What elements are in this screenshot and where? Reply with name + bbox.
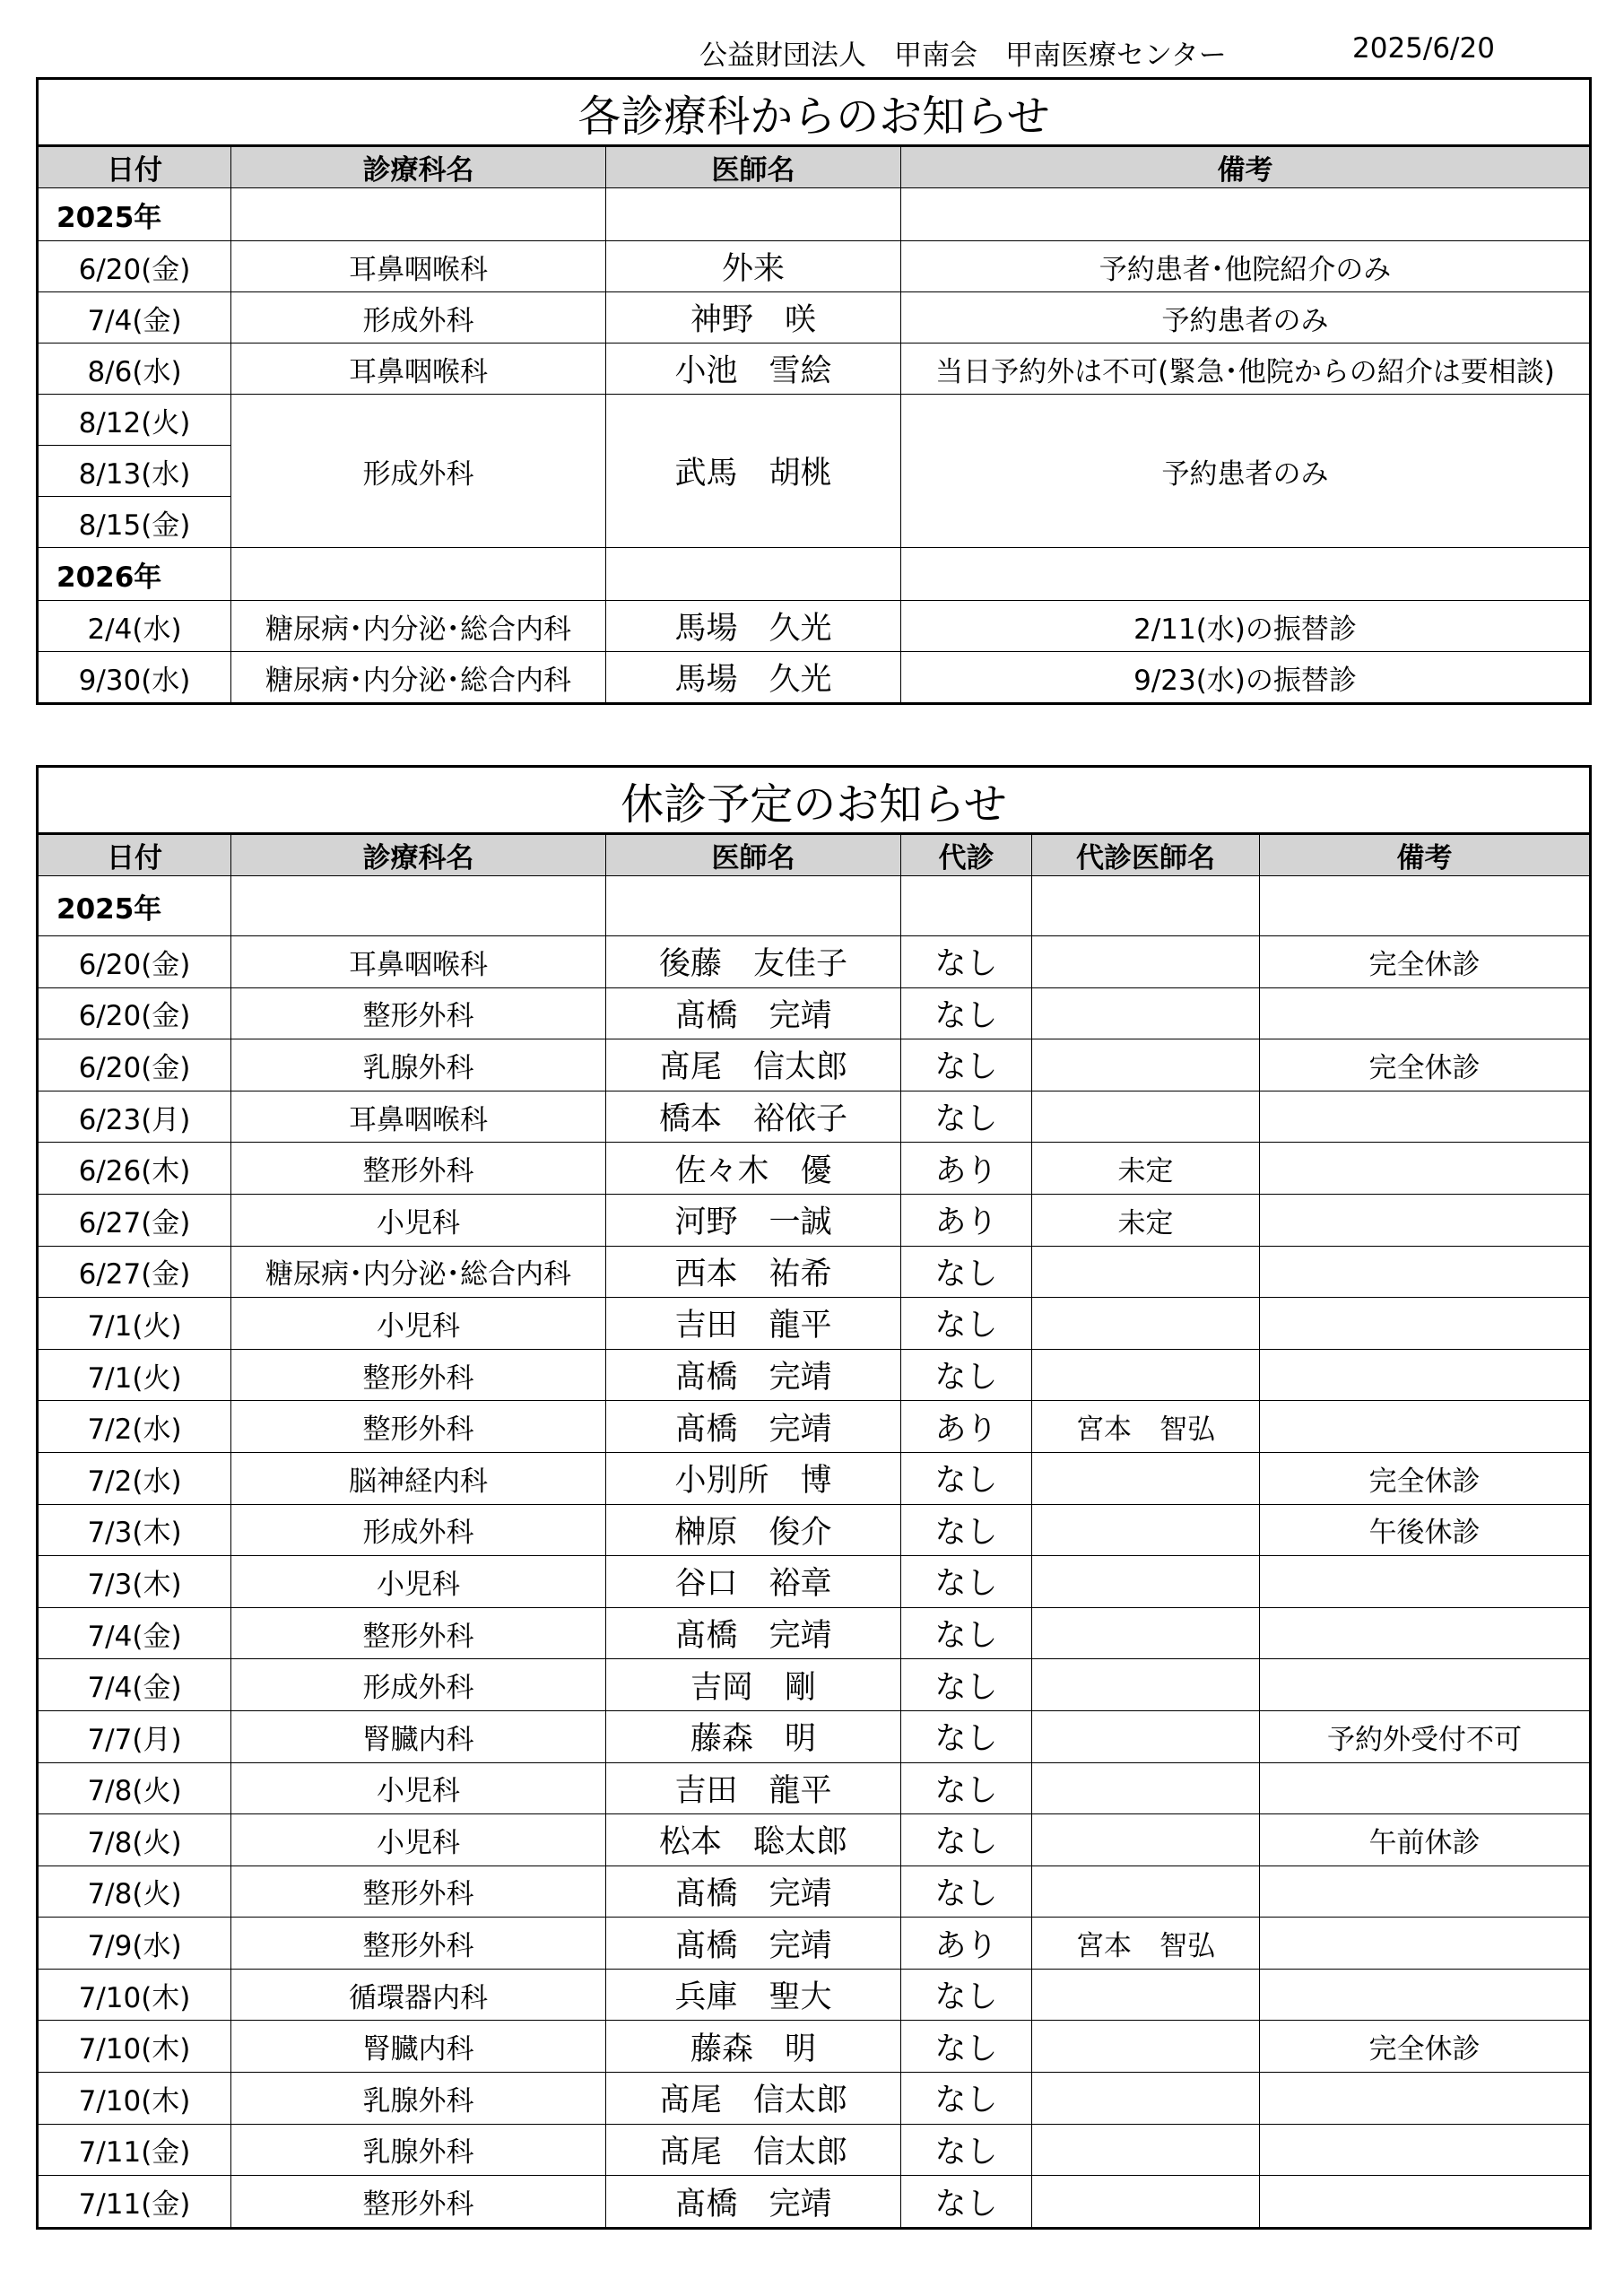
substitute-doctor-cell: [1032, 1298, 1260, 1350]
note-cell: [1260, 2176, 1591, 2229]
note-cell: 予約外受付不可: [1260, 1710, 1591, 1762]
substitute-doctor-cell: [1032, 1039, 1260, 1091]
dept-cell: 耳鼻咽喉科: [231, 241, 606, 292]
note-cell: 予約患者のみ: [901, 395, 1591, 548]
date-cell: 6/20(金): [38, 241, 231, 292]
substitute-doctor-cell: [1032, 936, 1260, 988]
substitute-doctor-cell: [1032, 2073, 1260, 2125]
dept-cell: 小児科: [231, 1298, 606, 1350]
table-row: [38, 1969, 1591, 2021]
table-row: [38, 2124, 1591, 2176]
table-row: [38, 2021, 1591, 2073]
doctor-cell: 髙橋 完靖: [606, 1349, 901, 1401]
note-cell: [1260, 2073, 1591, 2125]
notices-title: 各診療科からのお知らせ: [38, 79, 1591, 146]
substitute-doctor-cell: [1032, 1762, 1260, 1814]
substitute-cell: なし: [901, 1710, 1032, 1762]
dept-cell: 乳腺外科: [231, 2124, 606, 2176]
dept-cell: 整形外科: [231, 1866, 606, 1918]
column-header-substitute: 代診: [901, 834, 1032, 876]
dept-cell: 整形外科: [231, 1918, 606, 1970]
column-header-note: 備考: [1260, 834, 1591, 876]
doctor-cell: 吉岡 剛: [606, 1659, 901, 1711]
table-row: [38, 652, 1591, 704]
substitute-doctor-cell: [1032, 1710, 1260, 1762]
date-cell: 7/4(金): [38, 292, 231, 344]
dept-cell: 形成外科: [231, 292, 606, 344]
date-cell: 7/3(木): [38, 1504, 231, 1556]
dept-cell: 小児科: [231, 1556, 606, 1608]
substitute-doctor-cell: [1032, 1246, 1260, 1298]
date-cell: 7/7(月): [38, 1710, 231, 1762]
dept-cell: 小児科: [231, 1762, 606, 1814]
substitute-cell: なし: [901, 2176, 1032, 2229]
table-row: [38, 1452, 1591, 1504]
substitute-doctor-cell: [1032, 1452, 1260, 1504]
dept-cell: 形成外科: [231, 1659, 606, 1711]
date-cell: 7/1(火): [38, 1298, 231, 1350]
dept-cell: 小児科: [231, 1814, 606, 1866]
doctor-cell: 髙尾 信太郎: [606, 1039, 901, 1091]
note-cell: 午前休診: [1260, 1814, 1591, 1866]
column-header-date: 日付: [38, 146, 231, 188]
substitute-doctor-cell: 宮本 智弘: [1032, 1918, 1260, 1970]
closures-title: 休診予定のお知らせ: [38, 767, 1591, 834]
dept-cell: 耳鼻咽喉科: [231, 936, 606, 988]
substitute-cell: なし: [901, 2124, 1032, 2176]
table-row: [38, 1659, 1591, 1711]
substitute-cell: あり: [901, 1918, 1032, 1970]
substitute-doctor-cell: [1032, 2021, 1260, 2073]
substitute-doctor-cell: [1032, 1556, 1260, 1608]
closures-section: [36, 765, 1592, 2230]
substitute-cell: なし: [901, 1556, 1032, 1608]
dept-cell: 乳腺外科: [231, 1039, 606, 1091]
note-cell: [1260, 1866, 1591, 1918]
dept-cell: 整形外科: [231, 1607, 606, 1659]
note-cell: [1260, 1091, 1591, 1143]
substitute-cell: あり: [901, 1194, 1032, 1246]
date-cell: 7/2(水): [38, 1452, 231, 1504]
date-cell: 6/20(金): [38, 1039, 231, 1091]
note-cell: [1260, 1246, 1591, 1298]
column-header-date: 日付: [38, 834, 231, 876]
year-row: [38, 876, 1591, 936]
table-row: [38, 1143, 1591, 1195]
doctor-cell: 髙橋 完靖: [606, 1607, 901, 1659]
table-row: [38, 987, 1591, 1039]
dept-cell: 整形外科: [231, 1349, 606, 1401]
table-row: [38, 1918, 1591, 1970]
substitute-cell: なし: [901, 1298, 1032, 1350]
substitute-doctor-cell: [1032, 1504, 1260, 1556]
date-cell: 6/20(金): [38, 987, 231, 1039]
date-cell: 6/23(月): [38, 1091, 231, 1143]
dept-cell: 耳鼻咽喉科: [231, 1091, 606, 1143]
year-label: 2026年: [38, 548, 231, 601]
table-row: [38, 1194, 1591, 1246]
note-cell: [1260, 1918, 1591, 1970]
column-header-note: 備考: [901, 146, 1591, 188]
note-cell: [1260, 1298, 1591, 1350]
dept-cell: 整形外科: [231, 987, 606, 1039]
year-row: [38, 188, 1591, 241]
note-cell: [1260, 1556, 1591, 1608]
date-cell: 7/4(金): [38, 1607, 231, 1659]
table-row: [38, 1762, 1591, 1814]
substitute-doctor-cell: 未定: [1032, 1143, 1260, 1195]
date-cell: 7/8(火): [38, 1866, 231, 1918]
doctor-cell: 小池 雪絵: [606, 344, 901, 395]
date-cell: 2/4(水): [38, 601, 231, 652]
doctor-cell: 髙橋 完靖: [606, 1866, 901, 1918]
date-cell: 7/10(木): [38, 2021, 231, 2073]
note-cell: [1260, 1762, 1591, 1814]
substitute-doctor-cell: [1032, 1969, 1260, 2021]
column-header-doctor: 医師名: [606, 146, 901, 188]
dept-cell: 整形外科: [231, 1143, 606, 1195]
doctor-cell: 髙橋 完靖: [606, 1918, 901, 1970]
dept-cell: 循環器内科: [231, 1969, 606, 2021]
note-cell: 午後休診: [1260, 1504, 1591, 1556]
column-header-substitute-doctor: 代診医師名: [1032, 834, 1260, 876]
notices-table: [36, 77, 1592, 705]
substitute-doctor-cell: [1032, 987, 1260, 1039]
date-cell: 8/13(水): [38, 446, 231, 497]
doctor-cell: 外来: [606, 241, 901, 292]
note-cell: 完全休診: [1260, 1039, 1591, 1091]
note-cell: 予約患者のみ: [901, 292, 1591, 344]
date-cell: 8/15(金): [38, 497, 231, 548]
note-cell: [1260, 1401, 1591, 1453]
column-header-dept: 診療科名: [231, 146, 606, 188]
table-row: [38, 1401, 1591, 1453]
dept-cell: 形成外科: [231, 395, 606, 548]
doctor-cell: 谷口 裕章: [606, 1556, 901, 1608]
note-cell: 完全休診: [1260, 936, 1591, 988]
date-cell: 6/26(木): [38, 1143, 231, 1195]
substitute-doctor-cell: [1032, 1607, 1260, 1659]
table-row: [38, 1607, 1591, 1659]
substitute-cell: あり: [901, 1401, 1032, 1453]
doctor-cell: 藤森 明: [606, 2021, 901, 2073]
year-label: 2025年: [38, 876, 231, 936]
dept-cell: 小児科: [231, 1194, 606, 1246]
doctor-cell: 吉田 龍平: [606, 1298, 901, 1350]
date-cell: 7/9(水): [38, 1918, 231, 1970]
substitute-cell: なし: [901, 1349, 1032, 1401]
table-row: [38, 1039, 1591, 1091]
note-cell: [1260, 1607, 1591, 1659]
table-row: [38, 1556, 1591, 1608]
date-cell: 7/1(火): [38, 1349, 231, 1401]
substitute-doctor-cell: 未定: [1032, 1194, 1260, 1246]
note-cell: 2/11(水)の振替診: [901, 601, 1591, 652]
note-cell: [1260, 1659, 1591, 1711]
date-cell: 7/2(水): [38, 1401, 231, 1453]
doctor-cell: 西本 祐希: [606, 1246, 901, 1298]
date-cell: 7/10(木): [38, 2073, 231, 2125]
substitute-cell: なし: [901, 1452, 1032, 1504]
substitute-cell: なし: [901, 1607, 1032, 1659]
table-row: [38, 344, 1591, 395]
doctor-cell: 髙尾 信太郎: [606, 2073, 901, 2125]
table-row: [38, 1504, 1591, 1556]
date-cell: 7/11(金): [38, 2176, 231, 2229]
year-label: 2025年: [38, 188, 231, 241]
dept-cell: 糖尿病･内分泌･総合内科: [231, 652, 606, 704]
dept-cell: 脳神経内科: [231, 1452, 606, 1504]
dept-cell: 腎臓内科: [231, 1710, 606, 1762]
page-header: [0, 32, 1624, 72]
doctor-cell: 藤森 明: [606, 1710, 901, 1762]
date-cell: 6/27(金): [38, 1194, 231, 1246]
doctor-cell: 武馬 胡桃: [606, 395, 901, 548]
doctor-cell: 神野 咲: [606, 292, 901, 344]
table-row: [38, 1814, 1591, 1866]
dept-cell: 腎臓内科: [231, 2021, 606, 2073]
doctor-cell: 髙橋 完靖: [606, 987, 901, 1039]
substitute-cell: なし: [901, 1969, 1032, 2021]
substitute-cell: なし: [901, 2021, 1032, 2073]
note-cell: 予約患者･他院紹介のみ: [901, 241, 1591, 292]
substitute-cell: なし: [901, 1246, 1032, 1298]
doctor-cell: 佐々木 優: [606, 1143, 901, 1195]
substitute-cell: あり: [901, 1143, 1032, 1195]
table-row: [38, 2073, 1591, 2125]
note-cell: [1260, 1969, 1591, 2021]
note-cell: 9/23(水)の振替診: [901, 652, 1591, 704]
note-cell: [1260, 1349, 1591, 1401]
substitute-cell: なし: [901, 1504, 1032, 1556]
doctor-cell: 後藤 友佳子: [606, 936, 901, 988]
table-row: [38, 292, 1591, 344]
column-header-doctor: 医師名: [606, 834, 901, 876]
doctor-cell: 小別所 博: [606, 1452, 901, 1504]
note-cell: [1260, 2124, 1591, 2176]
date-cell: 7/11(金): [38, 2124, 231, 2176]
doctor-cell: 髙尾 信太郎: [606, 2124, 901, 2176]
dept-cell: 形成外科: [231, 1504, 606, 1556]
date-cell: 9/30(水): [38, 652, 231, 704]
date-cell: 7/4(金): [38, 1659, 231, 1711]
substitute-doctor-cell: [1032, 1659, 1260, 1711]
substitute-cell: なし: [901, 1091, 1032, 1143]
doctor-cell: 榊原 俊介: [606, 1504, 901, 1556]
substitute-cell: なし: [901, 1039, 1032, 1091]
table-row: [38, 2176, 1591, 2229]
table-row: [38, 601, 1591, 652]
date-cell: 8/12(火): [38, 395, 231, 446]
doctor-cell: 馬場 久光: [606, 652, 901, 704]
column-header-dept: 診療科名: [231, 834, 606, 876]
dept-cell: 整形外科: [231, 2176, 606, 2229]
substitute-cell: なし: [901, 2073, 1032, 2125]
note-cell: [1260, 1194, 1591, 1246]
date-cell: 7/8(火): [38, 1814, 231, 1866]
doctor-cell: 髙橋 完靖: [606, 2176, 901, 2229]
table-row: [38, 1866, 1591, 1918]
date-cell: 7/10(木): [38, 1969, 231, 2021]
dept-cell: 整形外科: [231, 1401, 606, 1453]
doctor-cell: 髙橋 完靖: [606, 1401, 901, 1453]
dept-cell: 乳腺外科: [231, 2073, 606, 2125]
date-cell: 7/8(火): [38, 1762, 231, 1814]
substitute-doctor-cell: [1032, 2176, 1260, 2229]
dept-cell: 糖尿病･内分泌･総合内科: [231, 601, 606, 652]
substitute-cell: なし: [901, 936, 1032, 988]
notices-section: [36, 77, 1592, 705]
doctor-cell: 松本 聡太郎: [606, 1814, 901, 1866]
note-cell: [1260, 1143, 1591, 1195]
year-row: [38, 548, 1591, 601]
substitute-cell: なし: [901, 1866, 1032, 1918]
note-cell: 完全休診: [1260, 2021, 1591, 2073]
doctor-cell: 吉田 龍平: [606, 1762, 901, 1814]
substitute-cell: なし: [901, 1814, 1032, 1866]
table-row: [38, 241, 1591, 292]
table-row: [38, 1298, 1591, 1350]
table-row: [38, 1246, 1591, 1298]
organization-name: 公益財団法人 甲南会 甲南医療センター: [699, 39, 1227, 72]
doctor-cell: 兵庫 聖大: [606, 1969, 901, 2021]
substitute-doctor-cell: [1032, 1866, 1260, 1918]
date-cell: 6/27(金): [38, 1246, 231, 1298]
table-row: [38, 1091, 1591, 1143]
substitute-doctor-cell: [1032, 1814, 1260, 1866]
table-row: [38, 1349, 1591, 1401]
date-cell: 8/6(水): [38, 344, 231, 395]
closures-table: [36, 765, 1592, 2230]
table-row: [38, 1710, 1591, 1762]
substitute-doctor-cell: [1032, 1091, 1260, 1143]
table-row: [38, 395, 1591, 446]
date-cell: 7/3(木): [38, 1556, 231, 1608]
table-row: [38, 936, 1591, 988]
substitute-doctor-cell: [1032, 2124, 1260, 2176]
doctor-cell: 馬場 久光: [606, 601, 901, 652]
substitute-cell: なし: [901, 1659, 1032, 1711]
note-cell: [1260, 987, 1591, 1039]
doctor-cell: 河野 一誠: [606, 1194, 901, 1246]
note-cell: 当日予約外は不可(緊急･他院からの紹介は要相談): [901, 344, 1591, 395]
dept-cell: 糖尿病･内分泌･総合内科: [231, 1246, 606, 1298]
substitute-doctor-cell: [1032, 1349, 1260, 1401]
date-cell: 6/20(金): [38, 936, 231, 988]
substitute-doctor-cell: 宮本 智弘: [1032, 1401, 1260, 1453]
doctor-cell: 橋本 裕依子: [606, 1091, 901, 1143]
substitute-cell: なし: [901, 987, 1032, 1039]
substitute-cell: なし: [901, 1762, 1032, 1814]
note-cell: 完全休診: [1260, 1452, 1591, 1504]
dept-cell: 耳鼻咽喉科: [231, 344, 606, 395]
issue-date: 2025/6/20: [1352, 32, 1495, 65]
